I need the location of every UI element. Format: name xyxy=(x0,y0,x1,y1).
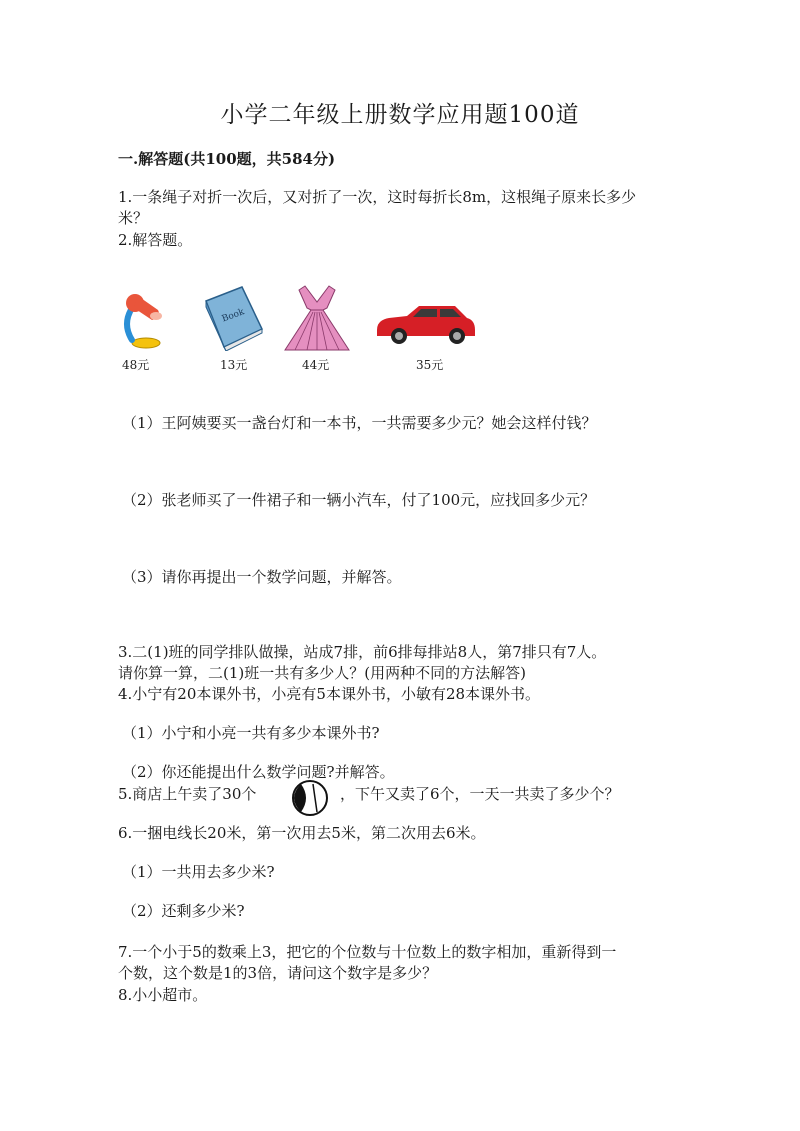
dress-icon xyxy=(283,284,351,352)
question-2-heading: 2.解答题。 xyxy=(118,231,193,249)
book-icon xyxy=(202,285,266,351)
car-price: 35元 xyxy=(416,358,444,372)
question-6-heading: 6.一捆电线长20米，第一次用去5米，第二次用去6米。 xyxy=(118,824,486,842)
question-4-sub-1: （1）小宁和小亮一共有多少本课外书? xyxy=(122,724,380,742)
question-6-sub-1: （1）一共用去多少米? xyxy=(122,863,275,881)
question-6-sub-2: （2）还剩多少米? xyxy=(122,902,245,920)
fruit-icon xyxy=(283,778,337,818)
question-5-text-after: ，下午又卖了6个，一天一共卖了多少个？ xyxy=(340,785,620,803)
question-3-line-2: 请你算一算，二(1)班一共有多少人？(用两种不同的方法解答) xyxy=(118,664,526,682)
question-5-text-before: 5.商店上午卖了30个 xyxy=(118,785,257,803)
question-3-line-1: 3.二(1)班的同学排队做操，站成7排，前6排每排站8人，第7排只有7人。 xyxy=(118,643,607,661)
question-4-heading: 4.小宁有20本课外书，小亮有5本课外书，小敏有28本课外书。 xyxy=(118,685,541,703)
question-7-line-1: 7.一个小于5的数乘上3，把它的个位数与十位数上的数字相加，重新得到一 xyxy=(118,943,617,961)
section-heading: 一.解答题(共100题，共584分) xyxy=(118,150,336,168)
question-4-sub-2: （2）你还能提出什么数学问题?并解答。 xyxy=(122,763,395,781)
dress-price: 44元 xyxy=(302,358,330,372)
page-title: 小学二年级上册数学应用题100道 xyxy=(220,102,580,128)
question-1-line-1: 1.一条绳子对折一次后，又对折了一次，这时每折长8m，这根绳子原来长多少 xyxy=(118,188,637,206)
book-cover-text: Book xyxy=(220,307,246,325)
question-8-heading: 8.小小超市。 xyxy=(118,986,208,1004)
question-2-sub-2: （2）张老师买了一件裙子和一辆小汽车，付了100元，应找回多少元？ xyxy=(122,491,596,509)
question-1-line-2: 米？ xyxy=(118,209,149,227)
question-2-sub-3: （3）请你再提出一个数学问题，并解答。 xyxy=(122,568,402,586)
book-price: 13元 xyxy=(220,358,248,372)
toy-car-icon xyxy=(373,300,477,346)
question-7-line-2: 个数，这个数是1的3倍，请问这个数字是多少？ xyxy=(118,964,438,982)
desk-lamp-icon xyxy=(118,288,170,350)
question-2-sub-1: （1）王阿姨要买一盏台灯和一本书，一共需要多少元？她会这样付钱？ xyxy=(122,414,597,432)
lamp-price: 48元 xyxy=(122,358,150,372)
